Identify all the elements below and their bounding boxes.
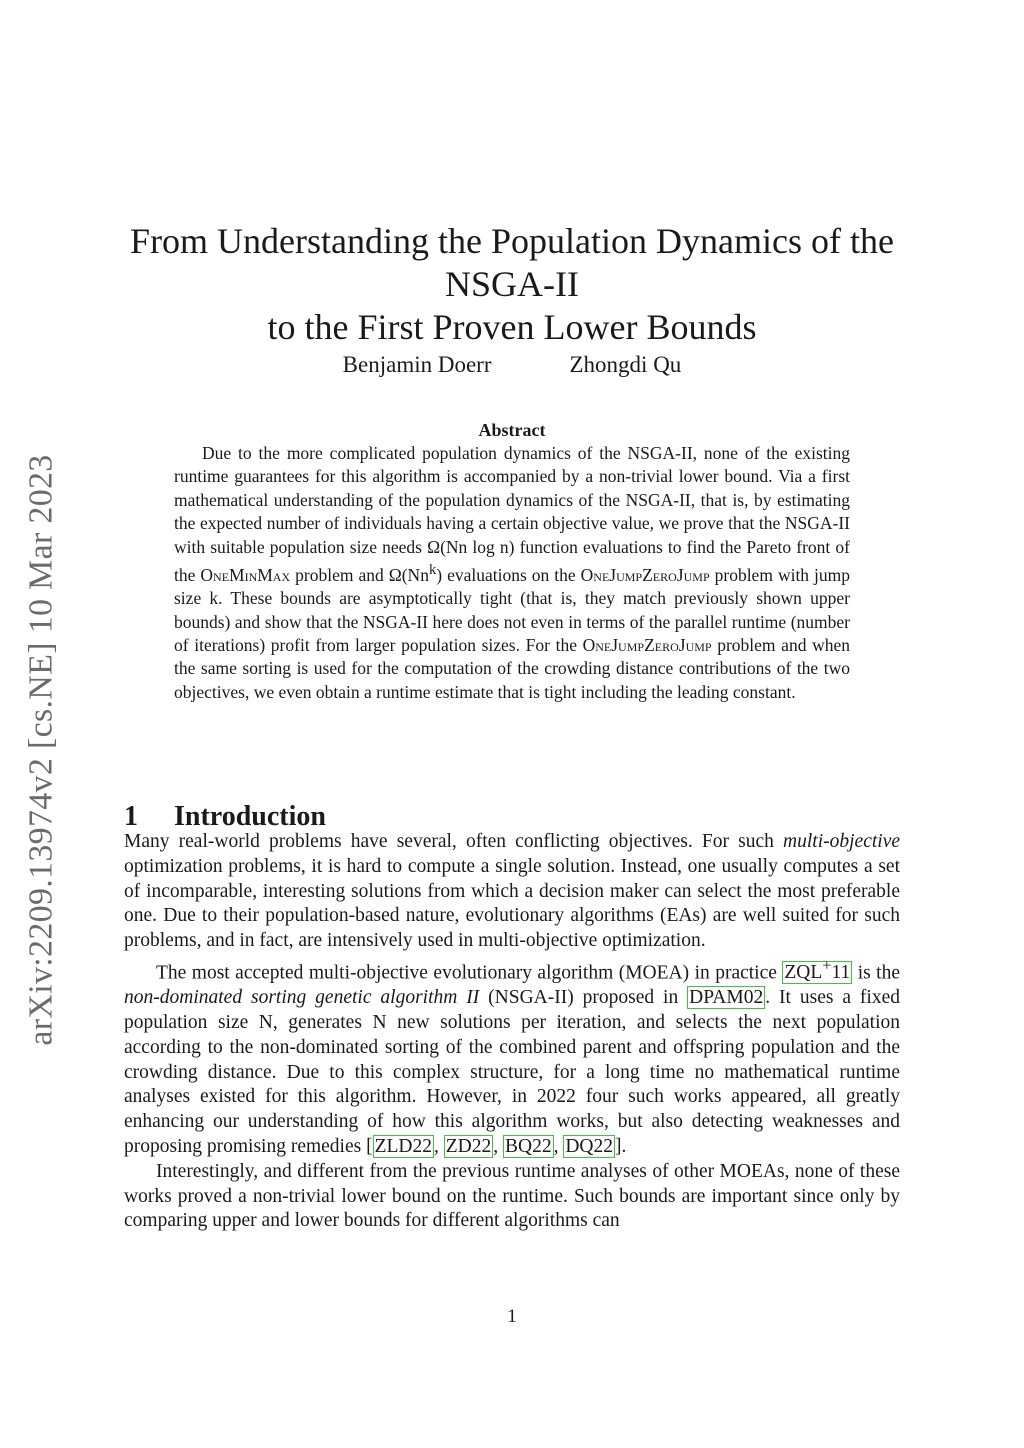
citation-link-bq22[interactable]: BQ22 bbox=[505, 1136, 552, 1158]
intro-paragraph-1: Many real-world problems have several, often conflicting objectives. For such multi-objective optimization problems, it is hard to compute a single solution. Instead, one usually computes a set of incomparable, interesting solutions from which a decision maker can select the most preferable one. Due to their population-based nature, evolutionary algorithms (EAs) are well suited for such problems, and in fact, are intensively used in multi-objective optimization. bbox=[124, 831, 900, 952]
citation-link-zd22[interactable]: ZD22 bbox=[445, 1136, 492, 1158]
abstract-body: Due to the more complicated population dynamics of the NSGA-II, none of the existing runtime guarantees for this algorithm is accompanied by a non-trivial lower bound. Via a first mathematical understanding of the population dynamics of the NSGA-II, that is, by estimating the expected number of individuals having a certain objective value, we prove that the NSGA-II with suitable population size needs Ω(Nn log n) function evaluations to find the Pareto front of the OneMinMax problem and Ω(Nn$^k$) evaluations on the OneJumpZeroJump problem with jump size k. These bounds are asymptotically tight (that is, they match previously shown upper bounds) and show that the NSGA-II here does not even in terms of the parallel runtime (number of iterations) profit from larger population sizes. For the OneJumpZeroJump problem and when the same sorting is used for the computation of the crowding distance contributions of the two objectives, we even obtain a runtime estimate that is tight including the leading constant. bbox=[174, 443, 851, 702]
author-2: Zhongdi Qu bbox=[569, 352, 682, 377]
title-line-2: NSGA-II bbox=[445, 264, 579, 305]
arxiv-stamp bbox=[2, 450, 82, 1050]
paper-title bbox=[110, 220, 914, 349]
problem-name-omm: OneMinMax bbox=[200, 564, 291, 585]
section-heading-introduction bbox=[124, 801, 326, 833]
citation-link-zld22[interactable]: ZLD22 bbox=[374, 1136, 432, 1158]
arxiv-stamp-text: arXiv:2209.13974v2 [cs.NE] 10 Mar 2023 bbox=[23, 454, 61, 1046]
citation-link-dpam02[interactable]: DPAM02 bbox=[689, 987, 764, 1009]
citation-link-zql11[interactable]: ZQL+11 bbox=[784, 956, 851, 984]
intro-paragraph-3: Interestingly, and different from the previous runtime analyses of other MOEAs, none of these works proved a non-trivial lower bound on the runtime. Such bounds are important since only by comparing upper and lower bounds for different algorithms can bbox=[124, 1160, 900, 1232]
author-list bbox=[110, 352, 914, 378]
abstract-heading: Abstract bbox=[478, 420, 546, 440]
problem-name-ojzj: OneJumpZeroJump bbox=[580, 564, 710, 585]
problem-name-ojzj-2: OneJumpZeroJump bbox=[582, 635, 712, 656]
introduction-body bbox=[124, 830, 900, 1234]
title-line-3: to the First Proven Lower Bounds bbox=[267, 307, 757, 348]
citation-link-dq22[interactable]: DQ22 bbox=[565, 1136, 614, 1158]
author-1: Benjamin Doerr bbox=[342, 352, 492, 377]
intro-paragraph-2: The most accepted multi-objective evolutionary algorithm (MOEA) in practice ZQL+11 is the non-dominated sorting genetic algorithm II (NSGA-II) proposed in DPAM02 . It uses a fixed population size N, generates N new solutions per iteration, and selects the next population according to the non-dominated sorting of the combined parent and offspring population and the crowding distance. Due to this complex structure, for a long time no mathematical runtime analyses existed for this algorithm. However, in 2022 four such works appeared, all greatly enhancing our understanding of how this algorithm works, but also detecting weaknesses and proposing promising remedies [ ZLD22 , ZD22 , BQ22 , DQ22 ]. bbox=[124, 956, 901, 1158]
section-title: Introduction bbox=[174, 801, 326, 833]
title-line-1: From Understanding the Population Dynamics of the bbox=[130, 221, 894, 262]
section-number: 1 bbox=[124, 801, 138, 833]
page-number: 1 bbox=[507, 1306, 517, 1327]
